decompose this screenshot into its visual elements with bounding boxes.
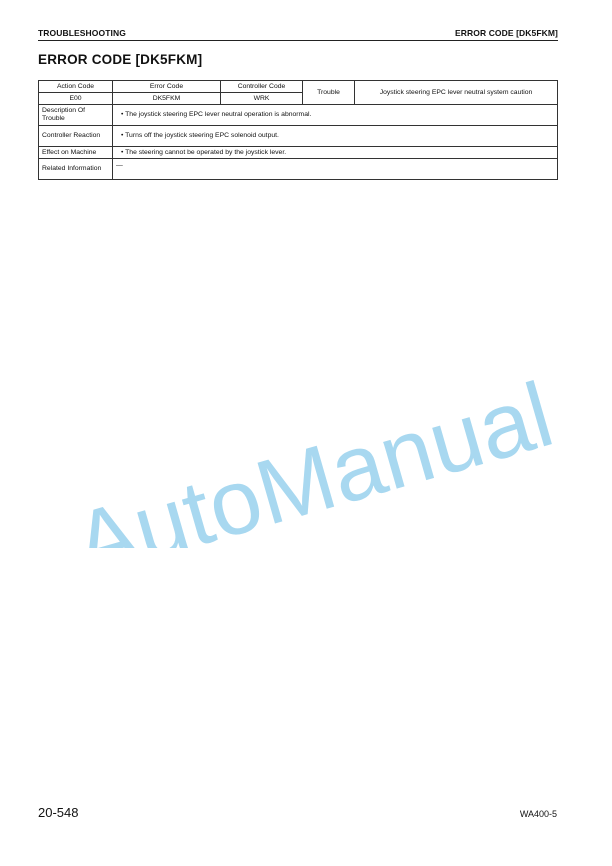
row-text-effect: • The steering cannot be operated by the joystick lever. — [113, 147, 558, 159]
table-row — [39, 126, 558, 147]
table-row — [39, 105, 558, 126]
trouble-label: Trouble — [303, 81, 355, 105]
error-code-value: DK5FKM — [113, 93, 221, 105]
table-row — [39, 147, 558, 159]
error-code-table — [38, 80, 558, 180]
trouble-value: Joystick steering EPC lever neutral system caution — [355, 81, 558, 105]
controller-code-value: WRK — [221, 93, 303, 105]
page-title: ERROR CODE [DK5FKM] — [38, 52, 203, 67]
row-label-related: Related Information — [39, 159, 113, 180]
row-text-related: — — [113, 159, 558, 180]
model-number: WA400-5 — [519, 809, 557, 819]
table-header-row — [39, 81, 558, 93]
row-label-description: Description Of Trouble — [39, 105, 113, 126]
row-text-controller-reaction: • Turns off the joystick steering EPC solenoid output. — [113, 126, 558, 147]
section-title: TROUBLESHOOTING — [38, 28, 126, 38]
header-error-code: ERROR CODE [DK5FKM] — [455, 28, 558, 38]
page-header — [38, 27, 558, 41]
row-text-description: • The joystick steering EPC lever neutral operation is abnormal. — [113, 105, 558, 126]
row-label-effect: Effect on Machine — [39, 147, 113, 159]
watermark-text: AutoManual — [63, 363, 564, 548]
table-row — [39, 159, 558, 180]
error-code-label: Error Code — [113, 81, 221, 93]
action-code-value: E00 — [39, 93, 113, 105]
controller-code-label: Controller Code — [221, 81, 303, 93]
watermark — [52, 318, 592, 548]
page-number: 20-548 — [38, 805, 79, 820]
action-code-label: Action Code — [39, 81, 113, 93]
row-label-controller-reaction: Controller Reaction — [39, 126, 113, 147]
